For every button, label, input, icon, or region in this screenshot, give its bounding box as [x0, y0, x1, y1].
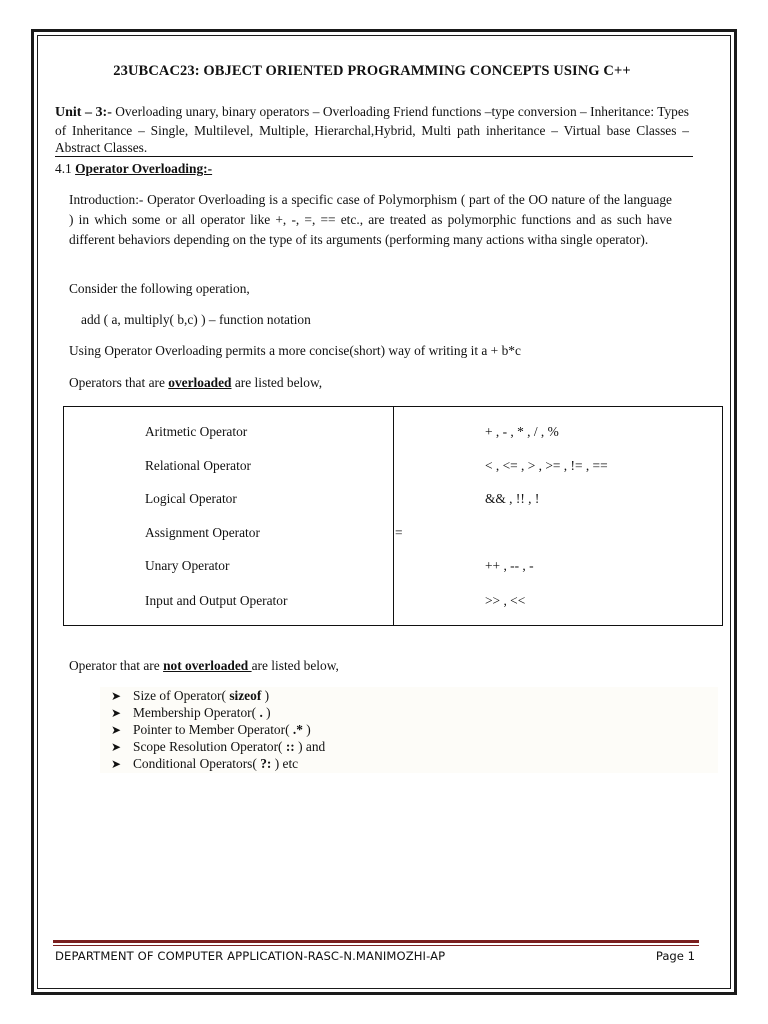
- overloaded-intro: [69, 375, 322, 391]
- function-notation: add ( a, multiply( b,c) ) – function notation: [81, 312, 311, 327]
- not-overloaded-intro-before: Operator that are: [69, 658, 164, 673]
- operator-name: Logical Operator: [145, 491, 237, 506]
- unit-label: Unit – 3:-: [55, 105, 112, 120]
- footer-department: DEPARTMENT OF COMPUTER APPLICATION-RASC-N.MANIMOZHI-AP: [55, 949, 446, 963]
- concise-text: Using Operator Overloading permits a more concise(short) way of writing it a + b*c: [69, 343, 521, 358]
- operator-name: Input and Output Operator: [145, 593, 288, 608]
- footer-rule-thin: [53, 945, 699, 946]
- operator-symbols: && , !! , !: [485, 491, 540, 506]
- overloaded-intro-before: Operators that are: [69, 375, 169, 390]
- page-number: Page 1: [655, 949, 695, 963]
- arrow-bullet-icon: ➤: [111, 689, 122, 703]
- section-heading: [55, 161, 212, 177]
- operator-symbols: + , - , * , / , %: [485, 424, 559, 439]
- course-title: 23UBCAC23: OBJECT ORIENTED PROGRAMMING CONCEPTS USING C++: [113, 63, 631, 79]
- unit-text: Overloading unary, binary operators – Overloading Friend functions –type conversion – Inheritance: Types of Inheritance – Single, Multilevel, Multiple, Hierarchal,Hybrid, Multi path inheritance – Virtual base Classes – Abstract Classes.: [55, 104, 690, 155]
- list-item: ➤ Size of Operator( sizeof ): [111, 688, 270, 703]
- list-item: ➤ Conditional Operators( ?: ) etc: [111, 756, 299, 771]
- operator-name: Assignment Operator: [145, 525, 260, 540]
- overloaded-intro-after: are listed below,: [231, 375, 323, 390]
- list-item: ➤ Scope Resolution Operator( :: ) and: [111, 739, 326, 754]
- footer-rule-thick: [53, 940, 699, 943]
- operator-name: Relational Operator: [145, 458, 251, 473]
- arrow-bullet-icon: ➤: [111, 723, 122, 737]
- operator-symbols: < , <= , > , >= , != , ==: [485, 458, 608, 473]
- overloaded-emphasis: overloaded: [168, 375, 232, 390]
- operator-symbols: ++ , -- , -: [485, 558, 534, 573]
- arrow-bullet-icon: ➤: [111, 757, 122, 771]
- table-column-divider: [393, 406, 394, 626]
- arrow-bullet-icon: ➤: [111, 706, 122, 720]
- arrow-bullet-icon: ➤: [111, 740, 122, 754]
- not-overloaded-intro-after: are listed below,: [251, 658, 339, 673]
- consider-text: Consider the following operation,: [69, 281, 250, 296]
- operator-name: Unary Operator: [145, 558, 230, 573]
- not-overloaded-emphasis: not overloaded: [163, 658, 252, 673]
- not-overloaded-intro: [69, 658, 339, 674]
- section-title: Operator Overloading:-: [75, 161, 213, 176]
- operator-name: Aritmetic Operator: [145, 424, 248, 439]
- section-number: 4.1: [55, 161, 76, 176]
- unit-summary: [55, 103, 689, 157]
- operator-symbols: =: [395, 525, 403, 540]
- list-item: ➤ Membership Operator( . ): [111, 705, 271, 720]
- unit-divider: [55, 156, 693, 157]
- operator-symbols: >> , <<: [485, 593, 526, 608]
- list-item: ➤ Pointer to Member Operator( .* ): [111, 722, 311, 737]
- intro-paragraph: Introduction:- Operator Overloading is a specific case of Polymorphism ( part of the OO nature of the language ) in which some or all operator like +, -, =, == etc., are treated as polymorphic functions and as such have different behaviors depending on the type of its arguments (performing many actions witha single operator).: [69, 192, 672, 247]
